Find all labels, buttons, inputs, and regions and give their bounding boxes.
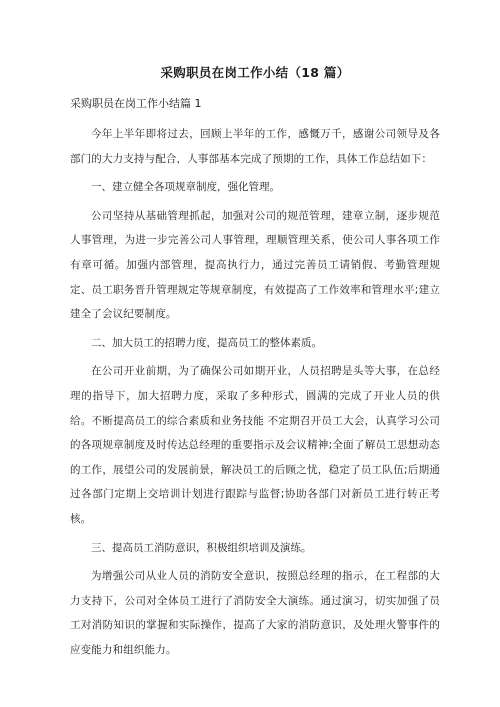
document-subtitle: 采购职员在岗工作小结篇 1 xyxy=(70,97,202,110)
section-heading-1: 一、建立健全各项规章制度，强化管理。 xyxy=(91,181,280,194)
document-title: 采购职员在岗工作小结（18 篇） xyxy=(160,65,350,80)
section-heading-3: 三、提高员工消防意识，积极组织培训及演练。 xyxy=(91,541,312,554)
paragraph-section-2: 在公司开业前期，为了确保公司如期开业，人员招聘是头等大事，在总经理的指导下，加大招聘力度，采取了多种形式，圆满的完成了开业人员的供给。不断提高员工的综合素质和业务技能 不定期召开员工大会，认真学习公司的各项规章制度及时传达总经理的重要指示及会议精神;全面了解员工思想动态的工作，展望公司的发展前景，解决员工的后顾之忧，稳定了员工队伍;后期通过各部门定期上交培训计划进行跟踪与监督;协助各部门对新员工进行转正考核。 xyxy=(70,365,440,525)
section-heading-2: 二、加大员工的招聘力度，提高员工的整体素质。 xyxy=(91,336,322,349)
paragraph-section-1: 公司坚持从基础管理抓起，加强对公司的规范管理，建章立制，逐步规范人事管理，为进一步完善公司人事管理，理顺管理关系，使公司人事各项工作有章可循。加强内部管理，提高执行力，通过完善员工请销假、考勤管理规定、员工职务晋升管理规定等规章制度，有效提高了工作效率和管理水平;建立建全了会议纪要制度。 xyxy=(70,209,440,321)
paragraph-section-3: 为增强公司从业人员的消防安全意识，按照总经理的指示，在工程部的大力支持下，公司对全体员工进行了消防安全大演练。通过演习，切实加强了员工对消防知识的掌握和实际操作，提高了大家的消防意识，及处理火警事件的应变能力和组织能力。 xyxy=(70,570,440,656)
paragraph-intro: 今年上半年即将过去，回顾上半年的工作，感慨万千，感谢公司领导及各部门的大力支持与配合，人事部基本完成了预期的工作，具体工作总结如下： xyxy=(70,128,440,165)
